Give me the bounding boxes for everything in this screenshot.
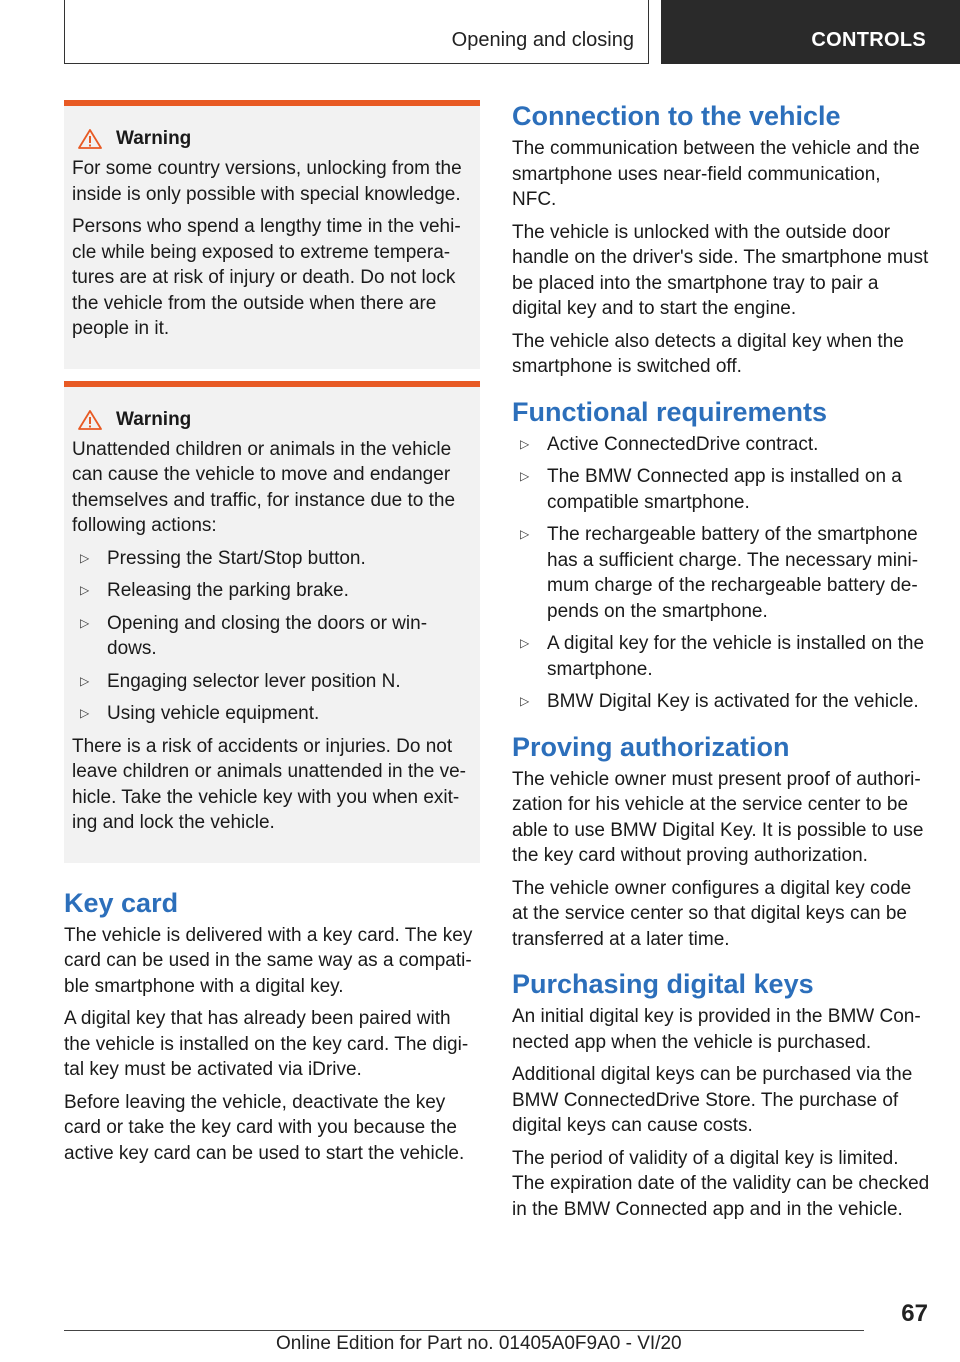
list-item: ▷ BMW Digital Key is activated for the vehicle.: [512, 689, 930, 715]
warning-title-1: Warning: [78, 128, 472, 150]
page-number: 67: [901, 1300, 928, 1327]
warning2-outro: There is a risk of accidents or injuries. Do not leave children or animals unattended in the ve‐hicle. Take the vehicle key with you when exit‐ing and lock the vehicle.: [72, 735, 466, 833]
section-heading-connection: Connection to the vehicle: [512, 101, 841, 131]
warning1-paragraph: Persons who spend a lengthy time in the vehi‐cle while being exposed to extreme tempera‐tures are at risk of injury or death. Do not lock the vehicle from the outside when there are people in it.: [72, 216, 461, 339]
list-item: ▷ Pressing the Start/Stop button.: [72, 546, 472, 572]
bullet-triangle-icon: ▷: [520, 694, 530, 708]
warning-box-1: [64, 100, 480, 369]
right-column: [512, 100, 930, 1229]
bullet-triangle-icon: ▷: [520, 469, 530, 483]
purchasing-paragraph: Additional digital keys can be purchased via the BMW ConnectedDrive Store. The purchase of digital keys can cause costs.: [512, 1064, 913, 1136]
footer-divider: [64, 1330, 864, 1331]
bullet-triangle-icon: ▷: [520, 636, 530, 650]
keycard-paragraph: Before leaving the vehicle, deactivate the key card or take the key card with you because the active key card can be used to start the vehicle.: [64, 1091, 465, 1164]
warning-triangle-icon: [78, 129, 102, 149]
bullet-triangle-icon: ▷: [80, 706, 90, 720]
header-frame: [64, 0, 649, 64]
header-chapter-label: CONTROLS: [811, 29, 926, 51]
warning-triangle-icon: [78, 410, 102, 430]
left-column: [64, 100, 480, 1173]
bullet-triangle-icon: ▷: [520, 436, 530, 451]
footer-edition-text: Online Edition for Part no. 01405A0F9A0 - VI/20: [276, 1333, 682, 1354]
list-item: ▷ Active ConnectedDrive contract.: [512, 432, 930, 458]
header-section-title: Opening and closing: [451, 29, 634, 51]
connection-paragraph: The vehicle also detects a digital key when the smartphone is switched off.: [512, 330, 904, 377]
requirements-list: [512, 432, 930, 715]
warning2-intro: Unattended children or animals in the vehicle can cause the vehicle to move and endanger themselves and traffic, for instance due to the following actions:: [72, 438, 456, 536]
bullet-triangle-icon: ▷: [80, 673, 90, 688]
list-item: ▷ A digital key for the vehicle is installed on the smartphone.: [520, 633, 925, 680]
bullet-triangle-icon: ▷: [80, 550, 90, 565]
bullet-triangle-icon: ▷: [520, 527, 530, 541]
purchasing-paragraph: The period of validity of a digital key is limited. The expiration date of the validity can be checked in the BMW Connected app and in the vehicle.: [512, 1147, 930, 1220]
list-item: ▷ The rechargeable battery of the smartphone has a sufficient charge. The necessary mini‐mum charge of the rechargeable battery de‐pends on the smartphone.: [520, 524, 919, 622]
warning1-paragraph: For some country versions, unlocking from the inside is only possible with special knowledge.: [72, 158, 462, 205]
warning-title-2: Warning: [78, 409, 472, 431]
list-item: ▷ Using vehicle equipment.: [72, 701, 472, 727]
section-heading-purchasing: Purchasing digital keys: [512, 969, 814, 999]
keycard-paragraph: A digital key that has already been paired with the vehicle is installed on the key card. The digi‐tal key must be activated via iDrive.: [64, 1008, 469, 1080]
list-item: ▷ Opening and closing the doors or win‐dows.: [80, 612, 428, 659]
authorization-paragraph: The vehicle owner must present proof of authori‐zation for his vehicle at the service center to be able to use BMW Digital Key. It is possible to use the key card without proving authorization.: [512, 768, 924, 866]
warning2-list: [72, 546, 472, 727]
bullet-triangle-icon: ▷: [80, 583, 90, 597]
list-item: ▷ Releasing the parking brake.: [72, 578, 472, 604]
section-heading-key-card: Key card: [64, 887, 179, 918]
purchasing-paragraph: An initial digital key is provided in the BMW Con‐nected app when the vehicle is purchased.: [512, 1006, 921, 1053]
keycard-paragraph: The vehicle is delivered with a key card. The key card can be used in the same way as a compati‐ble smartphone with a digital key.: [64, 924, 473, 997]
connection-paragraph: The vehicle is unlocked with the outside door handle on the driver's side. The smartphone must be placed into the smartphone tray to pair a digital key and to start the engine.: [512, 221, 929, 319]
list-item: ▷ Engaging selector lever position N.: [72, 669, 472, 695]
section-heading-authorization: Proving authorization: [512, 731, 790, 762]
connection-paragraph: The communication between the vehicle and the smartphone uses near-field communication, NFC.: [512, 138, 920, 210]
authorization-paragraph: The vehicle owner configures a digital key code at the service center so that digital keys can be transferred at a later time.: [512, 877, 912, 950]
list-item: ▷ The BMW Connected app is installed on a compatible smartphone.: [520, 466, 902, 513]
section-heading-requirements: Functional requirements: [512, 396, 828, 427]
warning-box-2: [64, 381, 480, 863]
header-chapter-tab[interactable]: [661, 0, 960, 64]
bullet-triangle-icon: ▷: [80, 615, 90, 630]
